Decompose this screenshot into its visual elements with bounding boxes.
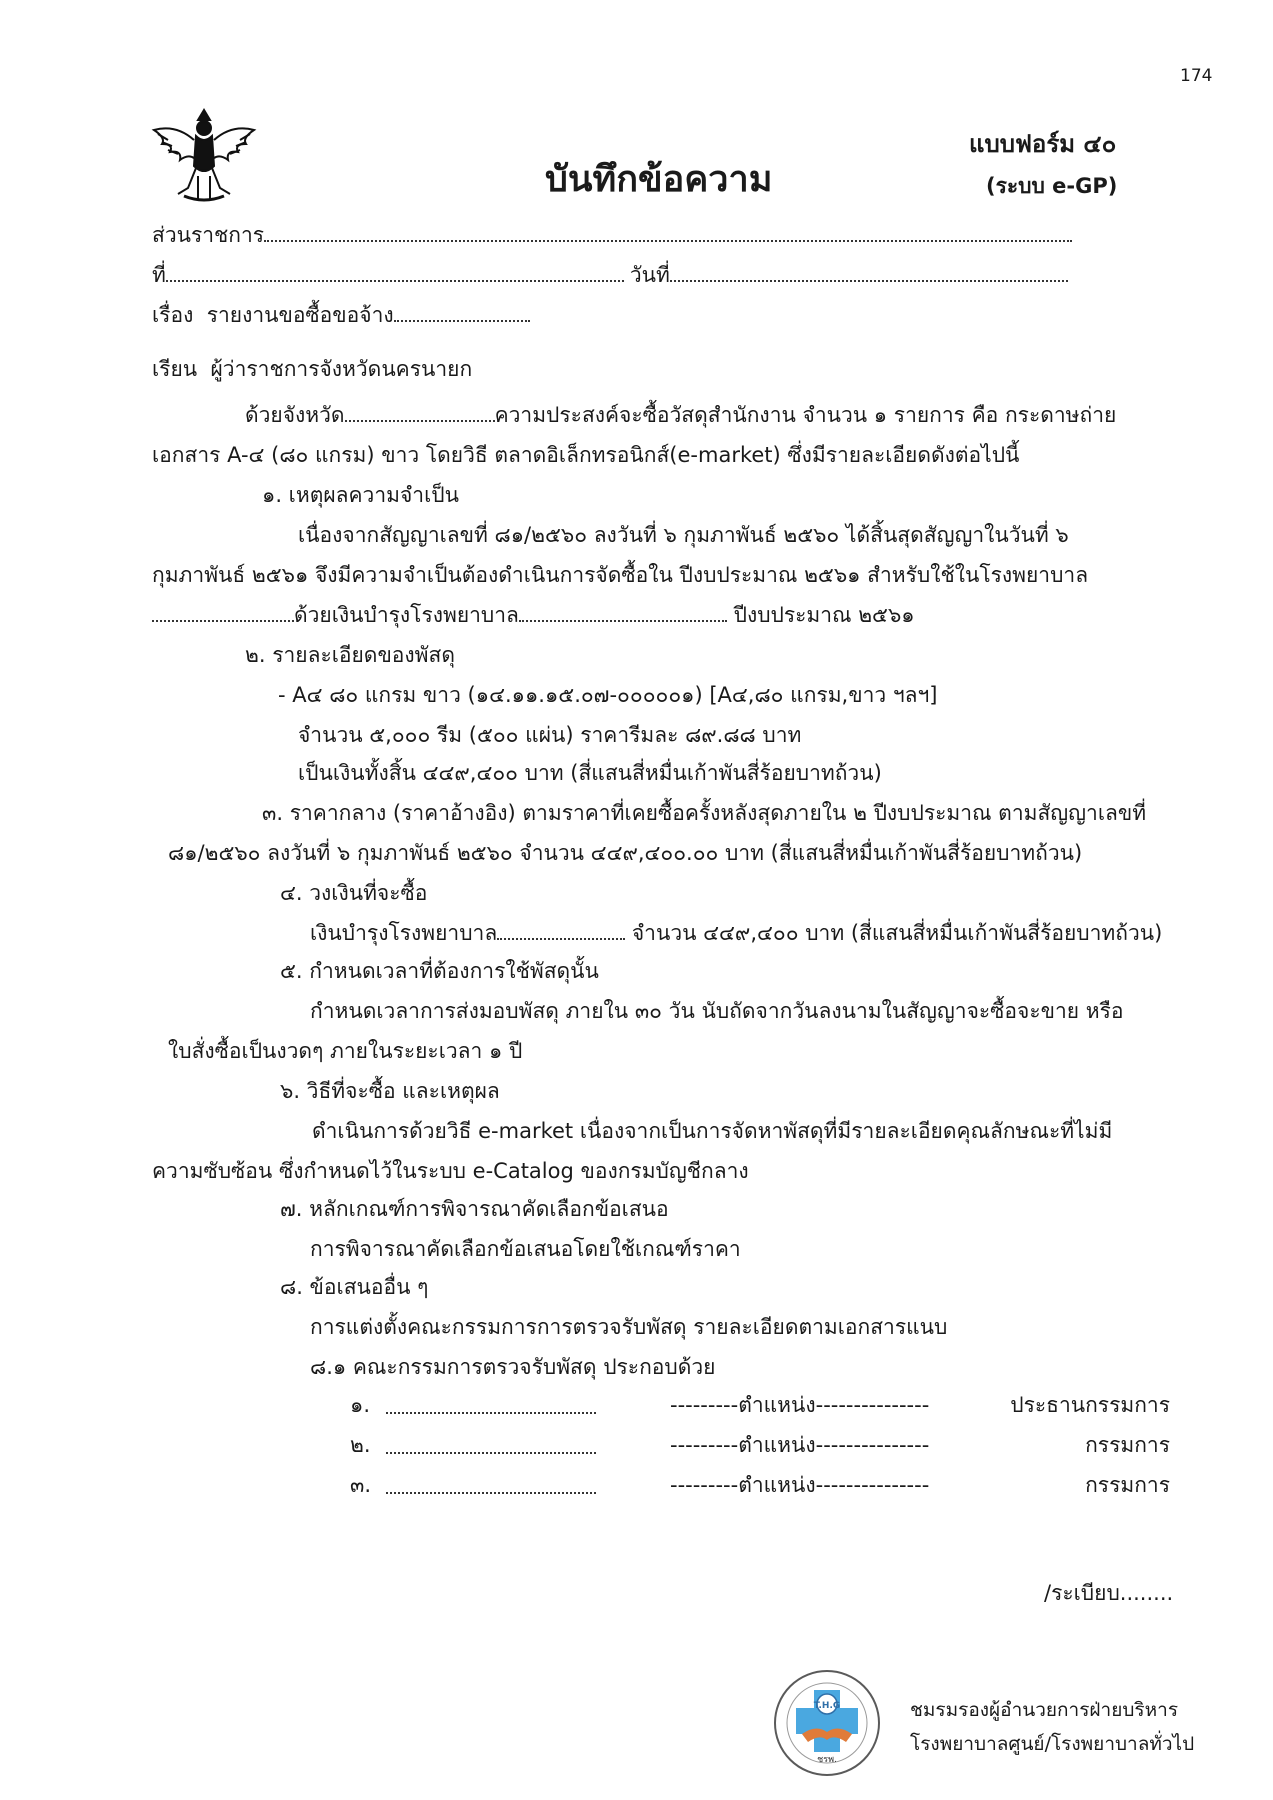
section-1-line-1: เนื่องจากสัญญาเลขที่ ๘๑/๒๕๖๐ ลงวันที่ ๖ กุมภาพันธ์ ๒๕๖๐ ได้สิ้นสุดสัญญาในวันที่ ๖ xyxy=(298,523,1069,547)
date-label: วันที่ xyxy=(629,263,670,287)
section-1-heading: ๑. เหตุผลความจำเป็น xyxy=(262,483,459,507)
member-name-blank xyxy=(386,1398,596,1414)
section-3-line-1: ๓. ราคากลาง (ราคาอ้างอิง) ตามราคาที่เคยซื้อครั้งหลังสุดภายใน ๒ ปีงบประมาณ ตามสัญญาเลขที่ xyxy=(262,801,1147,825)
member-position: ---------ตำแหน่ง--------------- xyxy=(670,1433,930,1457)
footer-org-line-2: โรงพยาบาลศูนย์/โรงพยาบาลทั่วไป xyxy=(910,1733,1195,1755)
ref-date-field xyxy=(152,262,1068,288)
member-role: กรรมการ xyxy=(1085,1473,1170,1497)
section-7-line-1: การพิจารณาคัดเลือกข้อเสนอโดยใช้เกณฑ์ราคา xyxy=(310,1237,741,1261)
garuda-emblem-icon xyxy=(148,104,260,208)
intro-line-1 xyxy=(245,402,1116,428)
member-no: ๑. xyxy=(350,1393,371,1417)
subject-field xyxy=(152,302,530,328)
ref-label: ที่ xyxy=(152,263,166,287)
member-role: ประธานกรรมการ xyxy=(1010,1393,1170,1417)
section-8-heading: ๘. ข้อเสนออื่น ๆ xyxy=(280,1275,429,1299)
date-blank xyxy=(670,266,1068,282)
item-total: เป็นเงินทั้งสิ้น ๔๔๙,๔๐๐ บาท (สี่แสนสี่หมื่นเก้าพันสี่ร้อยบาทถ้วน) xyxy=(298,761,882,785)
section-1-line-2: กุมภาพันธ์ ๒๕๖๑ จึงมีความจำเป็นต้องดำเนินการจัดซื้อใน ปีงบประมาณ ๒๕๖๑ สำหรับใช้ในโรงพยาบาล xyxy=(152,563,1089,587)
budget-amount: จำนวน ๔๔๙,๔๐๐ บาท (สี่แสนสี่หมื่นเก้าพันสี่ร้อยบาทถ้วน) xyxy=(631,921,1163,945)
section-5-heading: ๕. กำหนดเวลาที่ต้องการใช้พัสดุนั้น xyxy=(280,959,599,983)
section-3-line-2: ๘๑/๒๕๖๐ ลงวันที่ ๖ กุมภาพันธ์ ๒๕๖๐ จำนวน ๔๔๙,๔๐๐.๐๐ บาท (สี่แสนสี่หมื่นเก้าพันสี่ร้อยบาทถ้วน) xyxy=(168,841,1083,865)
logo-text: T.H.G xyxy=(813,1701,841,1711)
budget-blank xyxy=(497,924,625,940)
item-description: - A๔ ๘๐ แกรม ขาว (๑๔.๑๑.๑๕.๐๗-๐๐๐๐๐๑) [A๔,๘๐ แกรม,ขาว ฯลฯ] xyxy=(278,683,938,707)
intro-purpose: ความประสงค์จะซื้อวัสดุสำนักงาน จำนวน ๑ รายการ คือ กระดาษถ่าย xyxy=(494,403,1117,427)
to-text: ผู้ว่าราชการจังหวัดนครนายก xyxy=(210,357,473,381)
subject-label: เรื่อง xyxy=(152,303,194,327)
section-6-heading: ๖. วิธีที่จะซื้อ และเหตุผล xyxy=(280,1079,500,1103)
member-position: ---------ตำแหน่ง--------------- xyxy=(670,1393,930,1417)
memo-title: บันทึกข้อความ xyxy=(545,159,773,200)
subject-blank xyxy=(394,306,530,322)
continue-marker: /ระเบียบ........ xyxy=(1044,1581,1174,1605)
member-position: ---------ตำแหน่ง--------------- xyxy=(670,1473,930,1497)
to-label: เรียน xyxy=(152,357,198,381)
budget-source: เงินบำรุงโรงพยาบาล xyxy=(310,921,498,945)
section-1-line-3 xyxy=(152,602,915,628)
ref-blank xyxy=(166,266,624,282)
member-no: ๓. xyxy=(350,1473,372,1497)
association-logo-icon xyxy=(772,1668,882,1778)
member-role: กรรมการ xyxy=(1085,1433,1170,1457)
footer-org-line-1: ชมรมรองผู้อำนวยการฝ่ายบริหาร xyxy=(910,1699,1179,1721)
logo-bottom-text: ชรพ. xyxy=(817,1755,837,1765)
section-8-line-1: การแต่งตั้งคณะกรรมการการตรวจรับพัสดุ รายละเอียดตามเอกสารแนบ xyxy=(310,1315,948,1339)
section-7-heading: ๗. หลักเกณฑ์การพิจารณาคัดเลือกข้อเสนอ xyxy=(280,1197,669,1221)
intro-province: ด้วยจังหวัด xyxy=(245,403,345,427)
agency-label: ส่วนราชการ xyxy=(152,223,265,247)
form-number: แบบฟอร์ม ๔๐ xyxy=(969,130,1117,158)
section-4-heading: ๔. วงเงินที่จะซื้อ xyxy=(280,881,428,905)
agency-blank xyxy=(264,226,1072,242)
section-2-heading: ๒. รายละเอียดของพัสดุ xyxy=(245,643,455,667)
member-name-blank xyxy=(386,1438,596,1454)
province-blank xyxy=(345,406,495,422)
fiscal-year: ปีงบประมาณ ๒๕๖๑ xyxy=(733,603,915,627)
section-6-line-2: ความซับซ้อน ซึ่งกำหนดไว้ในระบบ e-Catalog ของกรมบัญชีกลาง xyxy=(152,1159,749,1183)
page-number: 174 xyxy=(1180,66,1213,86)
form-system: (ระบบ e-GP) xyxy=(986,174,1118,198)
intro-line-2: เอกสาร A-๔ (๘๐ แกรม) ขาว โดยวิธี ตลาดอิเล็กทรอนิกส์(e-market) ซึ่งมีรายละเอียดดังต่อไปนี้ xyxy=(152,443,1020,467)
section-5-line-2: ใบสั่งซื้อเป็นงวดๆ ภายในระยะเวลา ๑ ปี xyxy=(168,1039,523,1063)
member-name-blank xyxy=(386,1478,596,1494)
agency-field xyxy=(152,222,1072,248)
section-5-line-1: กำหนดเวลาการส่งมอบพัสดุ ภายใน ๓๐ วัน นับถัดจากวันลงนามในสัญญาจะซื้อจะขาย หรือ xyxy=(310,999,1124,1023)
subject-text: รายงานขอซื้อขอจ้าง xyxy=(206,303,394,327)
hospital-blank xyxy=(152,606,294,622)
fund-source: ด้วยเงินบำรุงโรงพยาบาล xyxy=(294,603,519,627)
fund-blank xyxy=(519,606,727,622)
section-6-line-1: ดำเนินการด้วยวิธี e-market เนื่องจากเป็นการจัดหาพัสดุที่มีรายละเอียดคุณลักษณะที่ไม่มี xyxy=(312,1119,1113,1143)
item-quantity: จำนวน ๕,๐๐๐ รีม (๕๐๐ แผ่น) ราคารีมละ ๘๙.๘๘ บาท xyxy=(298,723,802,747)
member-no: ๒. xyxy=(350,1433,371,1457)
section-8-line-2: ๘.๑ คณะกรรมการตรวจรับพัสดุ ประกอบด้วย xyxy=(310,1355,716,1379)
section-4-line-1 xyxy=(310,920,1162,946)
addressee xyxy=(152,356,472,382)
